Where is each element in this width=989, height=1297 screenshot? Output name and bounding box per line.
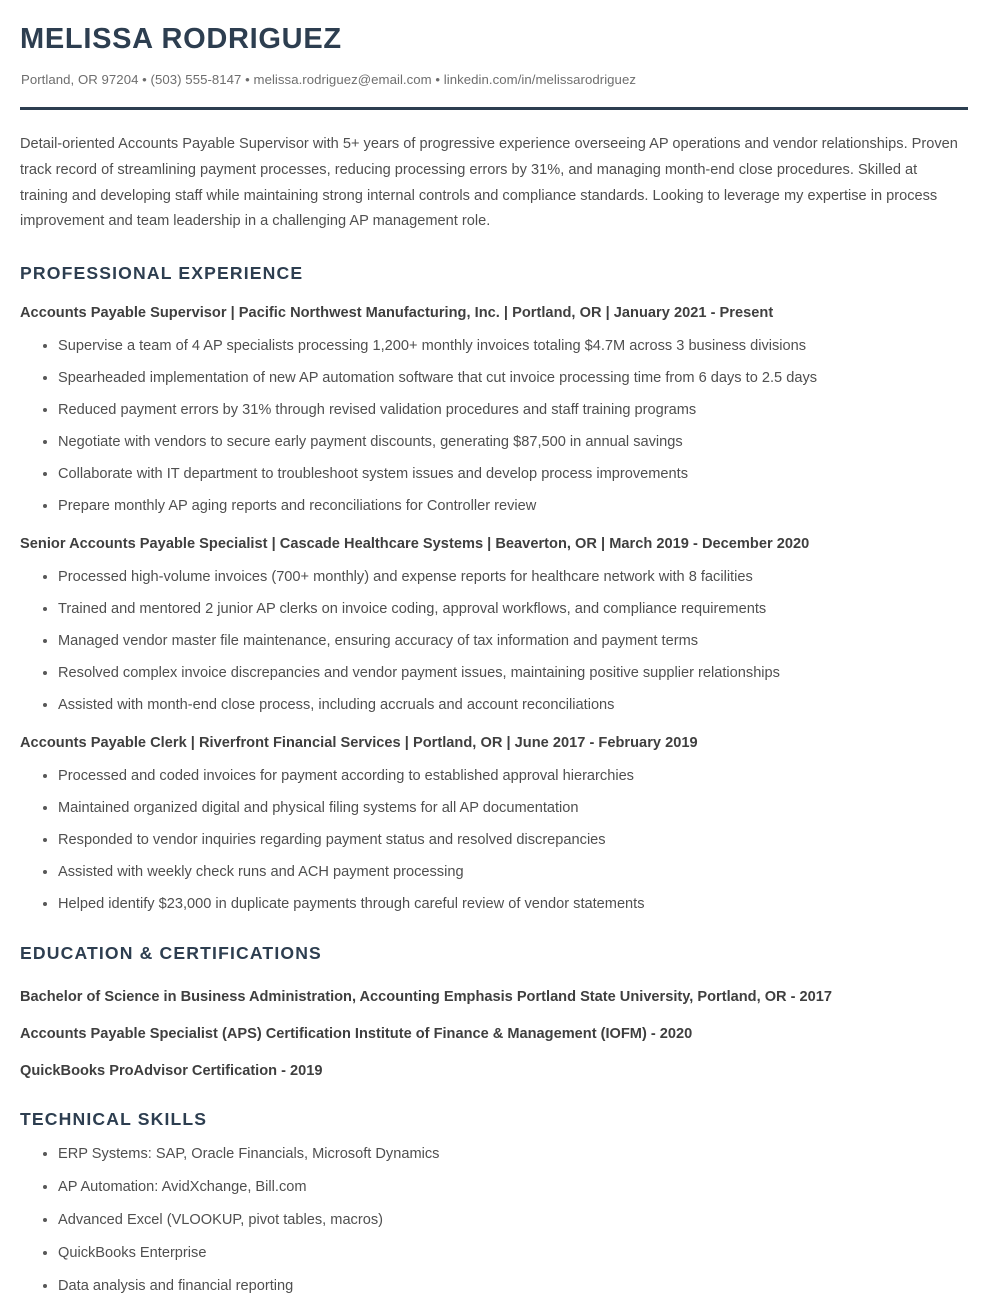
section-title-skills: TECHNICAL SKILLS: [20, 1109, 208, 1130]
job-bullet: Spearheaded implementation of new AP automation software that cut invoice processing time from 6 days to 2.5 days: [20, 357, 968, 389]
candidate-name: MELISSA RODRIGUEZ: [20, 23, 342, 55]
professional-summary: Detail-oriented Accounts Payable Supervisor with 5+ years of progressive experience overseeing AP operations and vendor relationships. Proven track record of streamlining payment processes, reducing processing errors by 31%, and managing month-end close procedures. Skilled at training and developing staff while maintaining strong internal controls and compliance standards. Looking to leverage my expertise in process improvement and team leadership in a challenging AP management role.: [20, 136, 958, 230]
job-bullet: Resolved complex invoice discrepancies and vendor payment issues, maintaining positive supplier relationships: [20, 652, 968, 684]
job-bullet-list: [20, 323, 968, 517]
section-title-education: EDUCATION & CERTIFICATIONS: [20, 943, 322, 964]
skills-list: [20, 1132, 968, 1297]
job-bullet: Processed high-volume invoices (700+ monthly) and expense reports for healthcare network with 8 facilities: [20, 554, 968, 588]
job-bullet-list: [20, 554, 968, 716]
section-title-experience: PROFESSIONAL EXPERIENCE: [20, 263, 304, 284]
section-technical-skills: [20, 1081, 968, 1297]
job-bullet: Managed vendor master file maintenance, ensuring accuracy of tax information and payment terms: [20, 620, 968, 652]
job-bullet: Assisted with month-end close process, including accruals and account reconciliations: [20, 684, 968, 716]
section-education-certifications: [20, 915, 968, 1081]
job-bullet: Trained and mentored 2 junior AP clerks on invoice coding, approval workflows, and compliance requirements: [20, 588, 968, 620]
job-bullet-list: [20, 753, 968, 915]
job-bullet: Maintained organized digital and physical filing systems for all AP documentation: [20, 787, 968, 819]
skill-item: QuickBooks Enterprise: [20, 1231, 968, 1264]
education-entry: Accounts Payable Specialist (APS) Certification Institute of Finance & Management (IOFM) - 2020: [20, 1026, 693, 1043]
skill-item: AP Automation: AvidXchange, Bill.com: [20, 1165, 968, 1198]
experience-entry: [20, 517, 968, 716]
job-bullet: Assisted with weekly check runs and ACH payment processing: [20, 851, 968, 883]
skill-item: ERP Systems: SAP, Oracle Financials, Microsoft Dynamics: [20, 1132, 968, 1165]
job-bullet: Reduced payment errors by 31% through revised validation procedures and staff training programs: [20, 389, 968, 421]
job-bullet: Collaborate with IT department to troubleshoot system issues and develop process improvements: [20, 453, 968, 485]
resume-header: [20, 22, 968, 110]
job-bullet: Prepare monthly AP aging reports and reconciliations for Controller review: [20, 485, 968, 517]
job-bullet: Negotiate with vendors to secure early payment discounts, generating $87,500 in annual savings: [20, 421, 968, 453]
education-entry: QuickBooks ProAdvisor Certification - 2019: [20, 1063, 323, 1080]
job-bullet: Responded to vendor inquiries regarding payment status and resolved discrepancies: [20, 819, 968, 851]
job-bullet: Supervise a team of 4 AP specialists processing 1,200+ monthly invoices totaling $4.7M across 3 business divisions: [20, 323, 968, 357]
section-professional-experience: [20, 235, 968, 915]
skill-item: Advanced Excel (VLOOKUP, pivot tables, macros): [20, 1198, 968, 1231]
job-heading: Accounts Payable Supervisor | Pacific Northwest Manufacturing, Inc. | Portland, OR | January 2021 - Present: [20, 305, 774, 322]
contact-info-line: Portland, OR 97204 • (503) 555-8147 • melissa.rodriguez@email.com • linkedin.com/in/melissarodriguez: [21, 72, 636, 87]
job-heading: Accounts Payable Clerk | Riverfront Financial Services | Portland, OR | June 2017 - February 2019: [20, 735, 698, 752]
job-heading: Senior Accounts Payable Specialist | Cascade Healthcare Systems | Beaverton, OR | March 2019 - December 2020: [20, 536, 810, 553]
job-bullet: Helped identify $23,000 in duplicate payments through careful review of vendor statements: [20, 883, 968, 915]
experience-entry: [20, 716, 968, 915]
education-entry: Bachelor of Science in Business Administration, Accounting Emphasis Portland State University, Portland, OR - 2017: [20, 989, 833, 1006]
experience-entry: [20, 286, 968, 517]
job-bullet: Processed and coded invoices for payment according to established approval hierarchies: [20, 753, 968, 787]
skill-item: Data analysis and financial reporting: [20, 1264, 968, 1297]
